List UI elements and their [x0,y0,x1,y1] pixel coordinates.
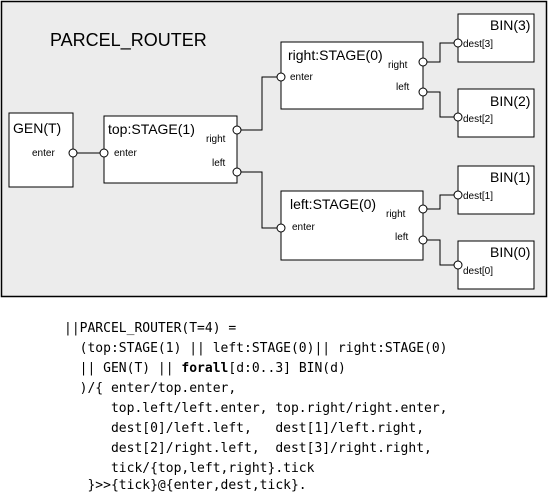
bin-2-port-circle [454,113,462,121]
top-port-right: right [206,134,226,145]
top-enter-port-circle [100,149,108,157]
left-port-enter: enter [292,222,315,233]
bin-0-port-circle [454,261,462,269]
right-left-port-circle [419,88,427,96]
right-right-port-circle [419,58,427,66]
code-line-9: }>>{tick}@{enter,dest,tick}. [64,478,307,493]
forall-keyword: forall [181,361,229,376]
top-stage-label: top:STAGE(1) [108,121,195,137]
bin-1-box [454,166,534,214]
bin-2-port: dest[2] [463,114,494,125]
top-stage-box [100,116,241,183]
top-right-port-circle [233,126,241,134]
bin-0-box [454,241,534,289]
code-line-3-suffix: [d:0..3] BIN(d) [228,361,346,376]
diagram-title: PARCEL_ROUTER [50,30,207,50]
bin-2-box [454,89,534,137]
bin-3-port-circle [454,39,462,47]
right-port-enter: enter [290,72,313,83]
gen-box [9,113,77,187]
bin-1-port: dest[1] [463,191,494,202]
right-enter-port-circle [277,73,285,81]
code-line-3-prefix: || GEN(T) || [64,361,182,376]
gen-label: GEN(T) [13,120,62,136]
top-port-left: left [212,158,226,169]
code-line-2: (top:STAGE(1) || left:STAGE(0)|| right:STAGE(0) [64,341,448,356]
left-port-left: left [395,232,409,243]
gen-port-enter: enter [32,148,55,159]
bin-3-port: dest[3] [463,39,494,50]
bin-2-label: BIN(2) [490,93,531,109]
right-port-right: right [388,60,408,71]
code-line-7: dest[2]/right.left, dest[3]/right.right, [64,441,432,456]
code-line-8: tick/{top,left,right}.tick [64,461,315,476]
bin-1-port-circle [454,191,462,199]
left-stage-box [277,191,427,260]
right-port-left: left [396,82,410,93]
left-right-port-circle [419,205,427,213]
top-port-enter: enter [114,148,137,159]
bin-0-label: BIN(0) [490,244,531,260]
gen-enter-port-circle [69,149,77,157]
top-left-port-circle [233,168,241,176]
left-port-right: right [386,209,406,220]
bin-3-box [454,14,534,62]
bin-1-label: BIN(1) [490,169,531,185]
code-line-1: ||PARCEL_ROUTER(T=4) = [64,321,237,336]
code-line-4: )/{ enter/top.enter, [64,381,237,396]
code-line-5: top.left/left.enter, top.right/right.enter, [64,401,448,416]
bin-3-label: BIN(3) [490,17,531,33]
left-left-port-circle [419,236,427,244]
code-line-6: dest[0]/left.left, dest[1]/left.right, [64,421,425,436]
left-enter-port-circle [277,224,285,232]
right-stage-label: right:STAGE(0) [288,47,383,63]
bin-0-port: dest[0] [463,266,494,277]
right-stage-box [277,42,427,109]
left-stage-label: left:STAGE(0) [290,196,377,212]
